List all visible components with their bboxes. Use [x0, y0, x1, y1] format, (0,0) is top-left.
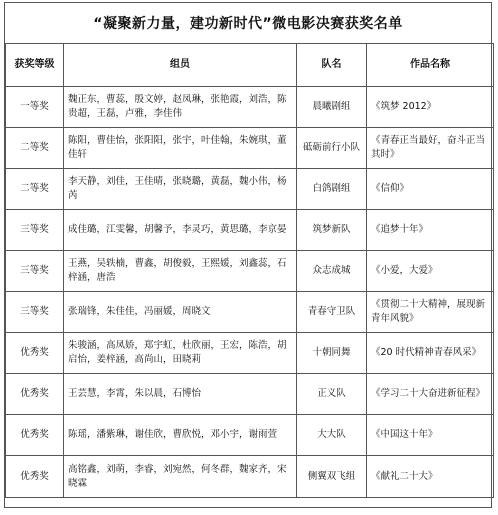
- table-row: [6, 128, 494, 169]
- table-row: [6, 333, 494, 374]
- header-team: 队名: [297, 44, 367, 87]
- table-header-row: [6, 44, 494, 87]
- work-cell: 《中国这十年》: [367, 415, 494, 456]
- table-row: [6, 374, 494, 415]
- team-cell: 筑梦新队: [297, 210, 367, 251]
- table-row: [6, 251, 494, 292]
- award-cell: 一等奖: [6, 87, 64, 128]
- members-cell: 魏正东，曹蕊，殷文婷，赵凤琳，张艳霞，刘浩，陈贵超，王磊，卢雅，李佳伟: [64, 87, 297, 128]
- members-cell: 王芸慧，李霄，朱以晨，石博怡: [64, 374, 297, 415]
- members-cell: 高铭鑫，刘萌，李睿，刘宛然，何冬群，魏家齐，宋晓霖: [64, 456, 297, 498]
- award-cell: 二等奖: [6, 128, 64, 169]
- members-cell: 成佳璐，江雯馨，胡馨予，李灵巧，黄思璐，李京晏: [64, 210, 297, 251]
- document-title: “凝聚新力量，建功新时代”微电影决赛获奖名单: [5, 3, 491, 44]
- award-cell: 三等奖: [6, 292, 64, 333]
- award-cell: 优秀奖: [6, 333, 64, 374]
- team-cell: 砥砺前行小队: [297, 128, 367, 169]
- work-cell: 《学习二十大奋进新征程》: [367, 374, 494, 415]
- award-cell: 优秀奖: [6, 374, 64, 415]
- award-table: [5, 43, 494, 498]
- members-cell: 陈阳，曹佳怡，张阳阳，张宇，叶佳翰，朱婉琪，董佳轩: [64, 128, 297, 169]
- team-cell: 大大队: [297, 415, 367, 456]
- table-row: [6, 415, 494, 456]
- header-work: 作品名称: [367, 44, 494, 87]
- team-cell: 晨曦剧组: [297, 87, 367, 128]
- work-cell: 《信仰》: [367, 169, 494, 210]
- award-cell: 三等奖: [6, 251, 64, 292]
- table-row: [6, 456, 494, 498]
- team-cell: 白鸽剧组: [297, 169, 367, 210]
- award-list-document: [4, 2, 492, 508]
- table-row: [6, 87, 494, 128]
- members-cell: 朱骏涵，高凤娇，郑宇虹，杜欣丽，王宏，陈浩，胡启怡，姜梓涵，高尚山，田晓莉: [64, 333, 297, 374]
- award-cell: 优秀奖: [6, 415, 64, 456]
- table-row: [6, 169, 494, 210]
- award-cell: 优秀奖: [6, 456, 64, 498]
- team-cell: 正义队: [297, 374, 367, 415]
- work-cell: 《20 时代精神青春风采》: [367, 333, 494, 374]
- members-cell: 陈瑶，潘紫琳，谢佳欣，曹欣悦，邓小宇，谢雨萱: [64, 415, 297, 456]
- award-cell: 二等奖: [6, 169, 64, 210]
- members-cell: 张瑞锋，朱佳佳，冯丽媛，周晓文: [64, 292, 297, 333]
- award-cell: 三等奖: [6, 210, 64, 251]
- table-row: [6, 292, 494, 333]
- team-cell: 十朝同舞: [297, 333, 367, 374]
- team-cell: 众志成城: [297, 251, 367, 292]
- work-cell: 《青春正当最好，奋斗正当其时》: [367, 128, 494, 169]
- team-cell: 侧翼双飞组: [297, 456, 367, 498]
- work-cell: 《贯彻二十大精神，展现新青年风貌》: [367, 292, 494, 333]
- members-cell: 李天静，刘佳，王佳晴，张晓璐，黄磊，魏小伟，杨芮: [64, 169, 297, 210]
- work-cell: 《追梦十年》: [367, 210, 494, 251]
- work-cell: 《献礼二十大》: [367, 456, 494, 498]
- table-row: [6, 210, 494, 251]
- team-cell: 青春守卫队: [297, 292, 367, 333]
- work-cell: 《小爱，大爱》: [367, 251, 494, 292]
- work-cell: 《筑梦 2012》: [367, 87, 494, 128]
- header-members: 组员: [64, 44, 297, 87]
- header-award: 获奖等级: [6, 44, 64, 87]
- members-cell: 王燕，吴轶楠，曹鑫，胡俊毅，王熙媛，刘鑫蕊，石梓涵，唐浩: [64, 251, 297, 292]
